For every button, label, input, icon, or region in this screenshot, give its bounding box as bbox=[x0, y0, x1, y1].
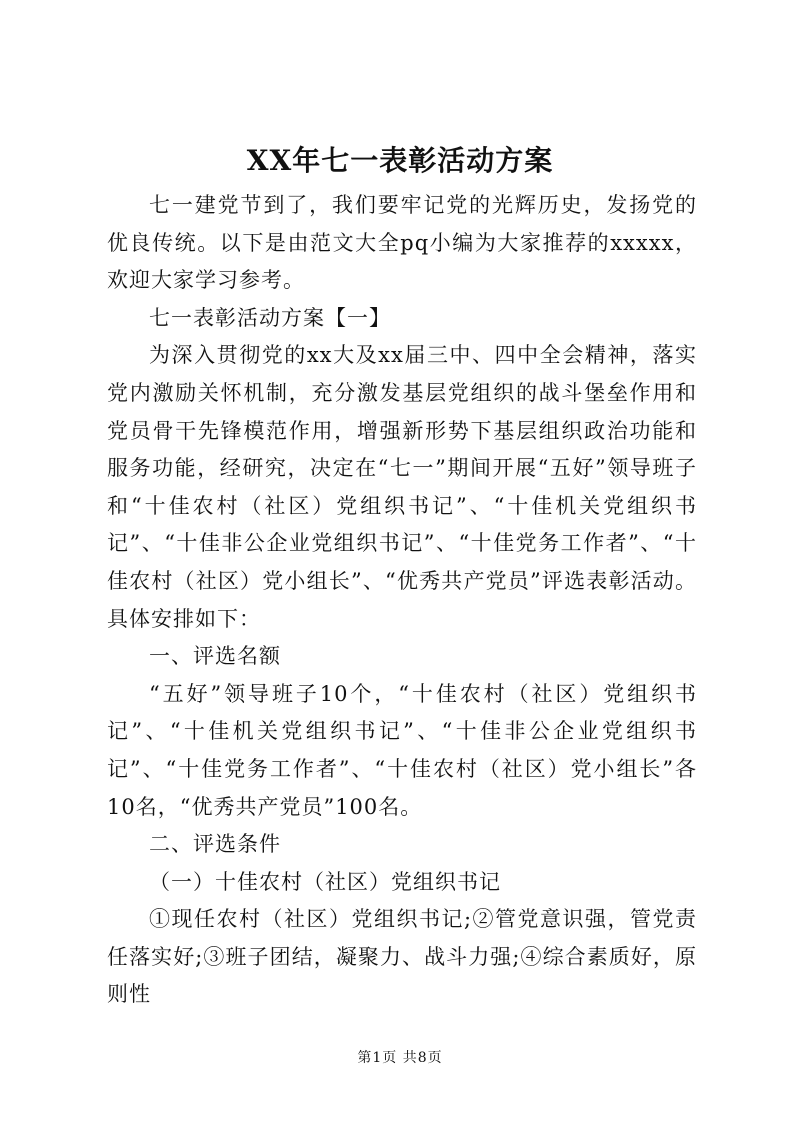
section-heading-criteria: 二、评选条件 bbox=[149, 832, 281, 857]
section-heading-quota: 一、评选名额 bbox=[149, 644, 281, 669]
section-heading-plan-one: 七一表彰活动方案【一】 bbox=[149, 305, 391, 330]
purpose-paragraph: 为深入贯彻党的xx大及xx届三中、四中全会精神，落实党内激励关怀机制，充分激发基层党组织的战斗堡垒作用和党员骨干先锋模范作用，增强新形势下基层组织政治功能和服务功能，经研究，决定在“七一”期间开展“五好”领导班子和“十佳农村（社区）党组织书记”、“十佳机关党组织书记”、“十佳非公企业党组织书记”、“十佳党务工作者”、“十佳农村（社区）党小组长”、“优秀共产党员”评选表彰活动。具体安排如下： bbox=[107, 343, 697, 631]
quota-paragraph: “五好”领导班子10个，“十佳农村（社区）党组织书记”、“十佳机关党组织书记”、“十佳非公企业党组织书记”、“十佳党务工作者”、“十佳农村（社区）党小组长”各10名，“优秀共产党员”100名。 bbox=[107, 681, 697, 819]
document-body bbox=[107, 187, 697, 1014]
document-title: XX年七一表彰活动方案 bbox=[246, 144, 554, 177]
page-number-footer: 第1页 共8页 bbox=[357, 1050, 443, 1066]
criteria-paragraph: ①现任农村（社区）党组织书记;②管党意识强，管党责任落实好;③班子团结，凝聚力、战斗力强;④综合素质好，原则性 bbox=[107, 907, 697, 1007]
subsection-heading-secretary: （一）十佳农村（社区）党组织书记 bbox=[149, 869, 501, 894]
intro-paragraph: 七一建党节到了，我们要牢记党的光辉历史，发扬党的优良传统。以下是由范文大全pq小编为大家推荐的xxxxx，欢迎大家学习参考。 bbox=[107, 193, 697, 293]
